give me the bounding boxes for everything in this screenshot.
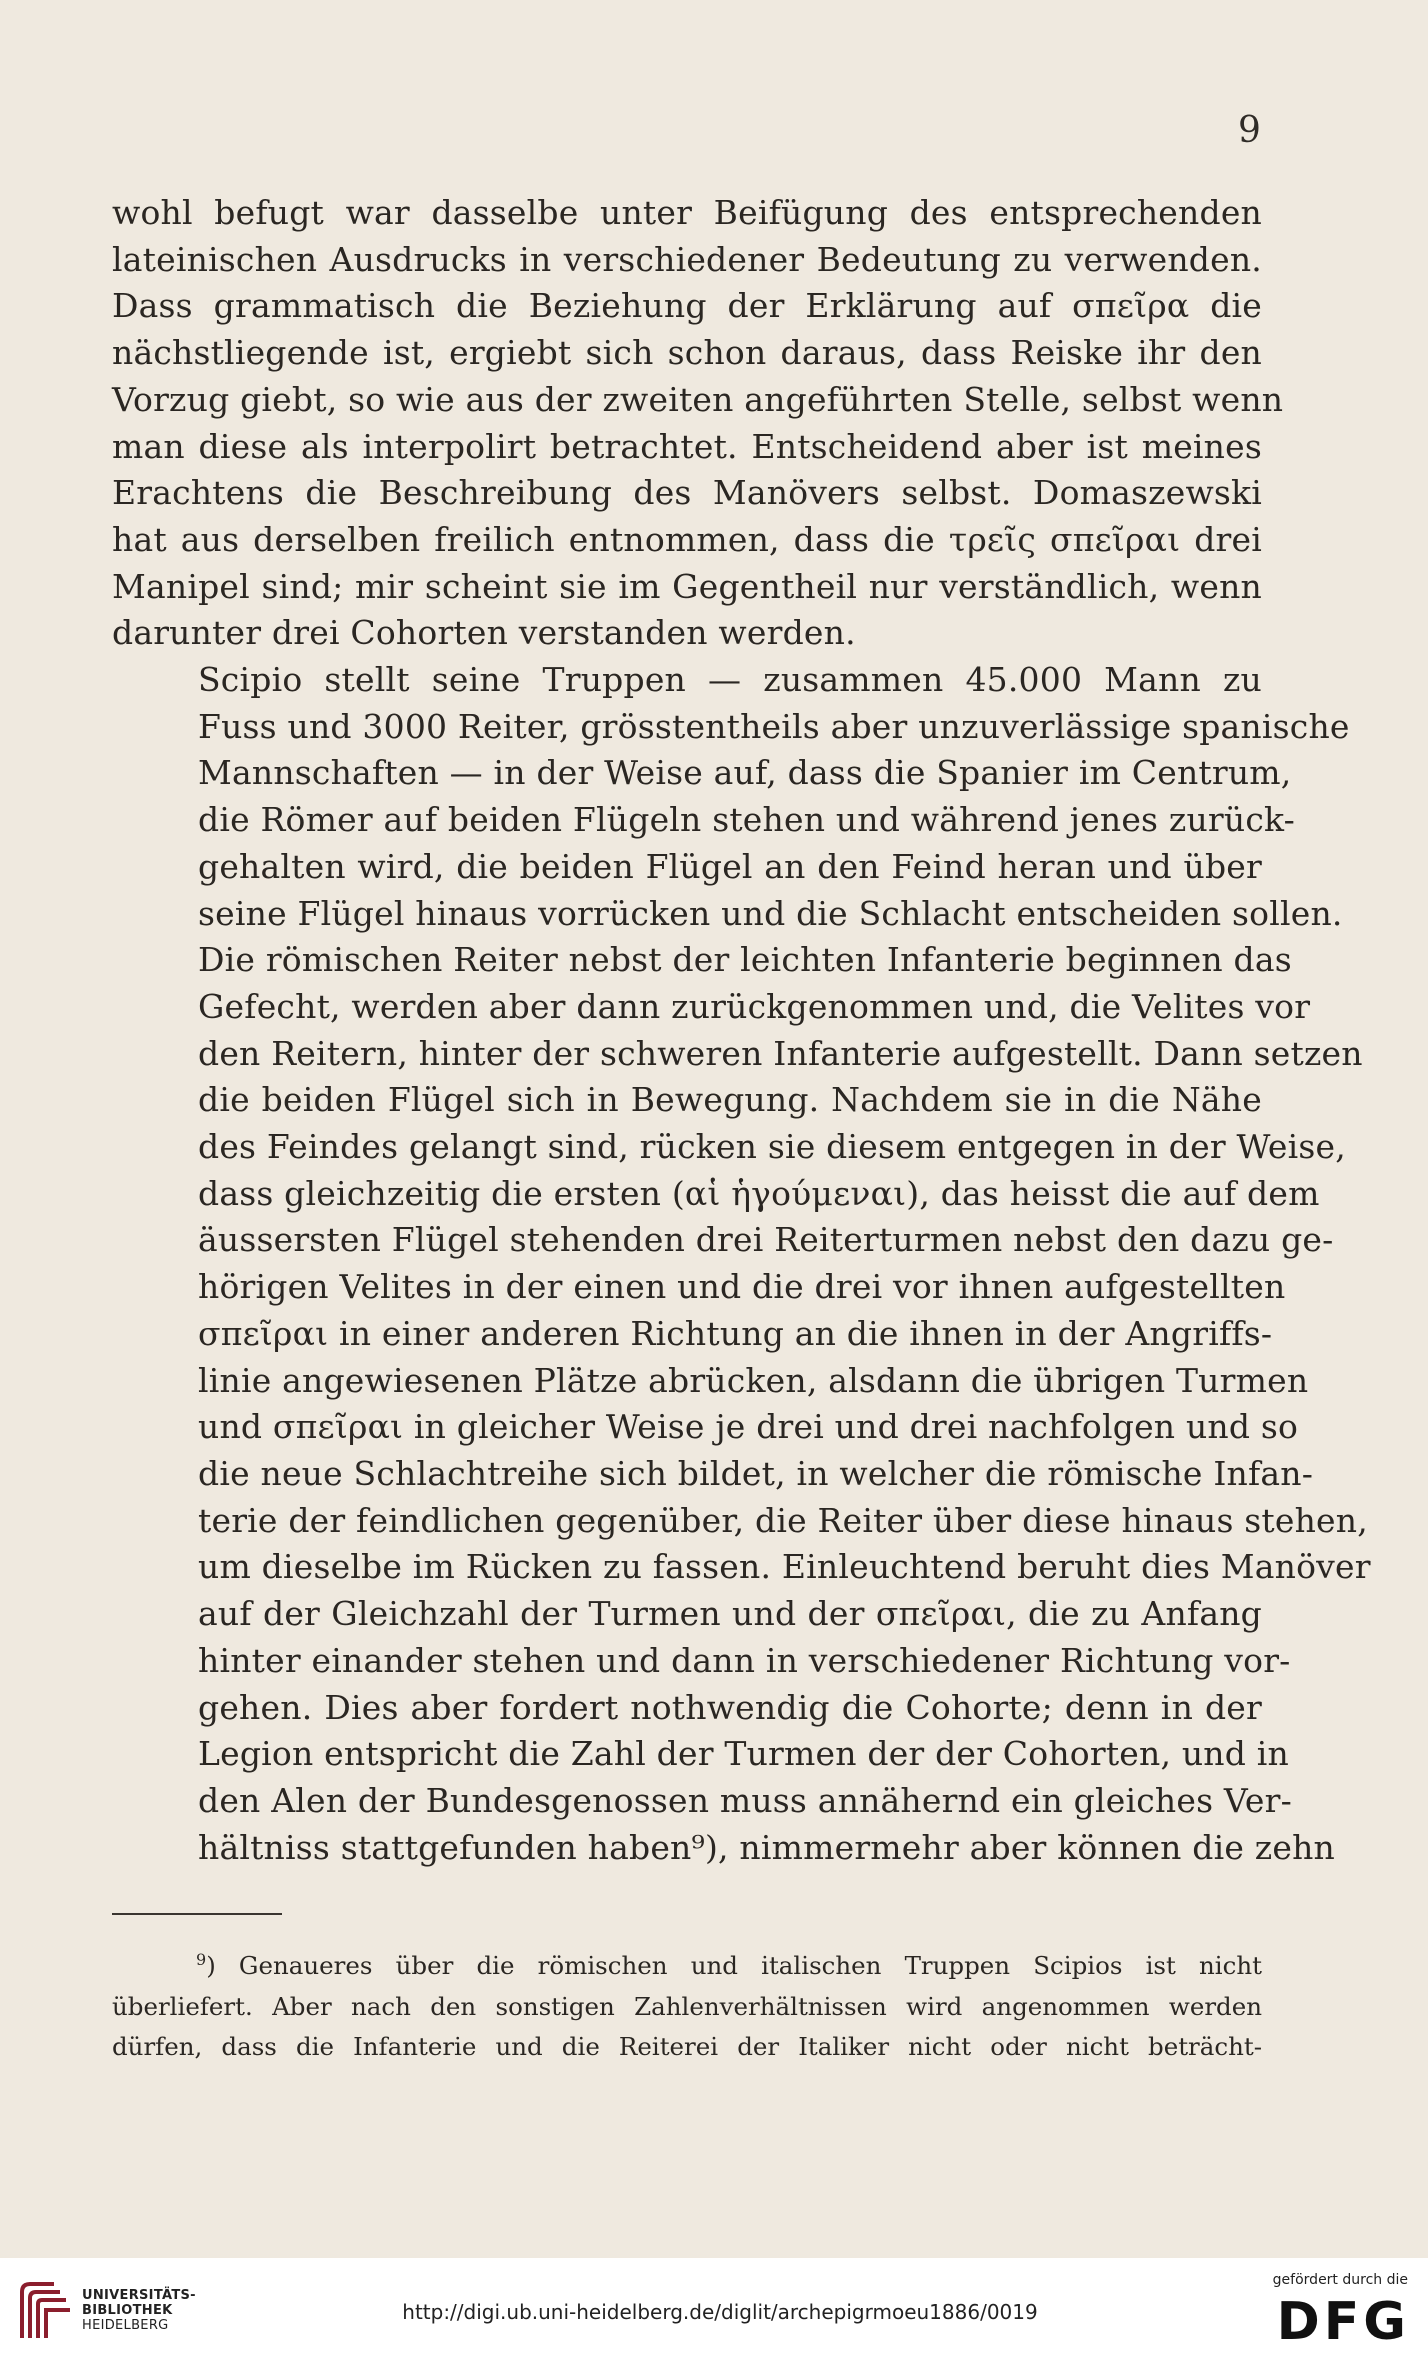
text-line: hat aus derselben freilich entnommen, dass die τρεῖς σπεῖραι drei	[112, 519, 1262, 559]
page-number: 9	[1238, 110, 1261, 151]
library-logo-icon	[14, 2278, 72, 2342]
text-line: hältniss stattgefunden haben⁹), nimmermehr aber können die zehn	[198, 1827, 1335, 1867]
text-line: und σπεῖραι in gleicher Weise je drei und drei nachfolgen und so	[198, 1407, 1299, 1447]
text-line: linie angewiesenen Plätze abrücken, alsdann die übrigen Turmen	[198, 1360, 1309, 1400]
text-line: Vorzug giebt, so wie aus der zweiten angeführten Stelle, selbst wenn	[112, 379, 1284, 419]
text-line: Dass grammatisch die Beziehung der Erklärung auf σπεῖρα die	[112, 286, 1262, 326]
text-line: seine Flügel hinaus vorrücken und die Schlacht entscheiden sollen.	[198, 893, 1343, 933]
text-line: die Römer auf beiden Flügeln stehen und während jenes zurück-	[198, 800, 1295, 840]
text-line: den Alen der Bundesgenossen muss annähernd ein gleiches Ver-	[198, 1780, 1292, 1820]
library-line-2: BIBLIOTHEK	[82, 2303, 173, 2318]
paragraph-2	[112, 657, 1371, 1871]
text-line: Gefecht, werden aber dann zurückgenommen und, die Velites vor	[198, 986, 1311, 1026]
source-url-link[interactable]: http://digi.ub.uni-heidelberg.de/diglit/archepigrmoeu1886/0019	[402, 2300, 1038, 2324]
library-line-3: HEIDELBERG	[82, 2318, 169, 2333]
footnote-line-1-text: ) Genaueres über die römischen und italischen Truppen Scipios ist nicht	[206, 1951, 1262, 1981]
body-text	[112, 190, 1371, 1871]
text-line: terie der feindlichen gegenüber, die Reiter über diese hinaus stehen,	[198, 1500, 1368, 1540]
footnote	[112, 1940, 1262, 2068]
text-line: σπεῖραι in einer anderen Richtung an die ihnen in der Angriffs-	[198, 1313, 1273, 1353]
text-line: gehen. Dies aber fordert nothwendig die Cohorte; denn in der	[198, 1687, 1262, 1727]
text-line: Erachtens die Beschreibung des Manövers selbst. Domaszewski	[112, 473, 1262, 513]
text-line: des Feindes gelangt sind, rücken sie diesem entgegen in der Weise,	[198, 1127, 1346, 1167]
digitization-footer	[0, 2258, 1428, 2359]
text-line: äussersten Flügel stehenden drei Reiterturmen nebst den dazu ge-	[198, 1220, 1334, 1260]
footnote-line-3: dürfen, dass die Infanterie und die Reiterei der Italiker nicht oder nicht beträcht-	[112, 2032, 1262, 2062]
text-line: den Reitern, hinter der schweren Infanterie aufgestellt. Dann setzen	[198, 1033, 1363, 1073]
text-line: lateinischen Ausdrucks in verschiedener Bedeutung zu verwenden.	[112, 239, 1262, 279]
text-line: Fuss und 3000 Reiter, grösstentheils aber unzuverlässige spanische	[198, 706, 1350, 746]
text-line: Scipio stellt seine Truppen — zusammen 45.000 Mann zu	[198, 660, 1262, 700]
text-line: hinter einander stehen und dann in verschiedener Richtung vor-	[198, 1640, 1291, 1680]
text-line: die beiden Flügel sich in Bewegung. Nachdem sie in die Nähe	[198, 1080, 1262, 1120]
text-line: wohl befugt war dasselbe unter Beifügung des entsprechenden	[112, 193, 1262, 232]
text-line: auf der Gleichzahl der Turmen und der σπεῖραι, die zu Anfang	[198, 1594, 1262, 1634]
paragraph-1	[112, 190, 1284, 657]
text-line: gehalten wird, die beiden Flügel an den Feind heran und über	[198, 846, 1262, 886]
dfg-logo: DFG	[1276, 2292, 1410, 2352]
text-line: nächstliegende ist, ergiebt sich schon daraus, dass Reiske ihr den	[112, 333, 1262, 373]
text-line: Manipel sind; mir scheint sie im Gegentheil nur verständlich, wenn	[112, 566, 1262, 606]
footnote-divider	[112, 1913, 282, 1915]
funder-caption: gefördert durch die	[1272, 2272, 1408, 2288]
footnote-marker: 9	[196, 1950, 207, 1969]
footnote-line-1	[112, 1940, 1262, 1987]
text-line: darunter drei Cohorten verstanden werden.	[112, 613, 856, 653]
text-line: Mannschaften — in der Weise auf, dass die Spanier im Centrum,	[198, 753, 1292, 793]
library-line-1: UNIVERSITÄTS-	[82, 2288, 196, 2303]
footnote-line-2: überliefert. Aber nach den sonstigen Zahlenverhältnissen wird angenommen werden	[112, 1991, 1262, 2021]
text-line: hörigen Velites in der einen und die drei vor ihnen aufgestellten	[198, 1267, 1286, 1307]
library-name	[82, 2288, 196, 2333]
text-line: um dieselbe im Rücken zu fassen. Einleuchtend beruht dies Manöver	[198, 1547, 1371, 1587]
text-line: Die römischen Reiter nebst der leichten Infanterie beginnen das	[198, 940, 1292, 980]
text-line: die neue Schlachtreihe sich bildet, in welcher die römische Infan-	[198, 1453, 1314, 1493]
text-line: man diese als interpolirt betrachtet. Entscheidend aber ist meines	[112, 426, 1262, 466]
text-line: dass gleichzeitig die ersten (αἱ ἡγούμεναι), das heisst die auf dem	[198, 1173, 1320, 1213]
text-line: Legion entspricht die Zahl der Turmen der der Cohorten, und in	[198, 1734, 1289, 1774]
